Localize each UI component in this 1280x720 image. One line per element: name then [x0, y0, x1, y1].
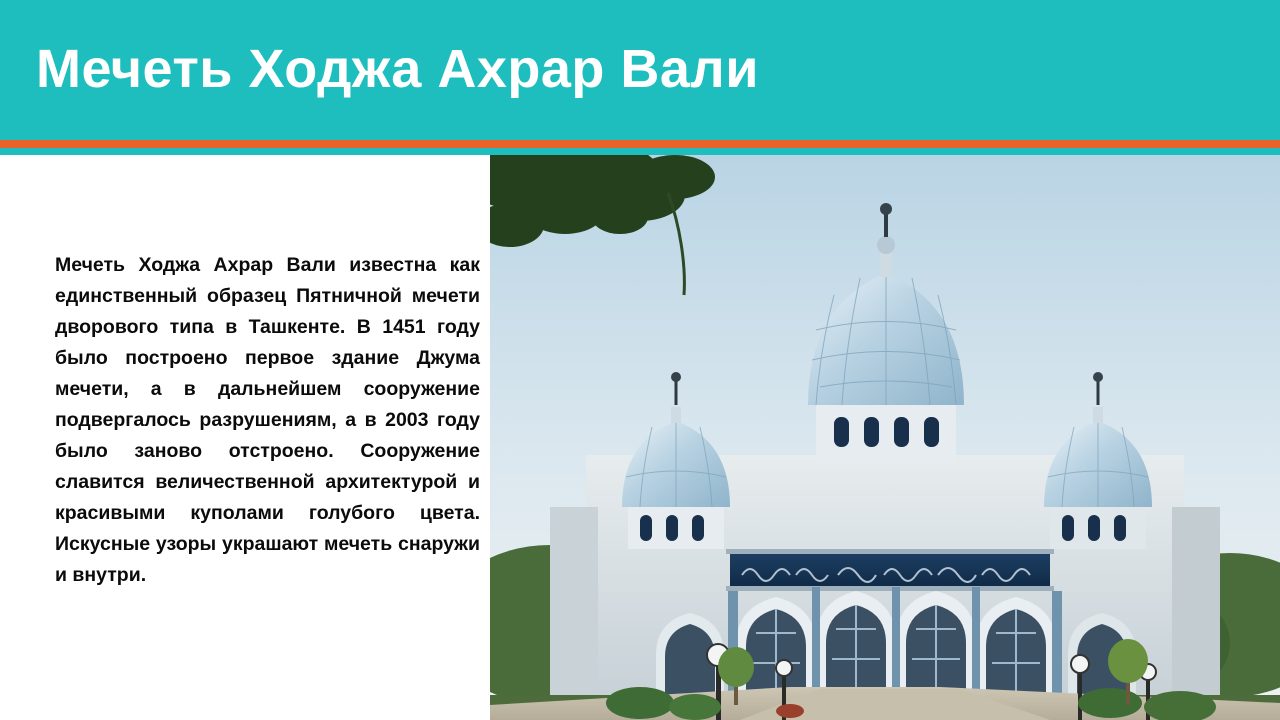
mosque-photo: [490, 155, 1280, 720]
page-title: Мечеть Ходжа Ахрар Вали: [36, 39, 759, 99]
divider-teal: [0, 148, 1280, 155]
divider-orange: [0, 140, 1280, 148]
body-paragraph: Мечеть Ходжа Ахрар Вали известна как единственный образец Пятничной мечети дворового типа в Ташкенте. В 1451 году было построено первое здание Джума мечети, а в дальнейшем сооружение подвергалось разрушениям, а в 2003 году было заново отстроено. Сооружение славится величественной архитектурой и красивыми куполами голубого цвета. Искусные узоры украшают мечеть снаружи и внутри.: [55, 254, 480, 586]
mosque-photo-illustration: [490, 155, 1280, 720]
